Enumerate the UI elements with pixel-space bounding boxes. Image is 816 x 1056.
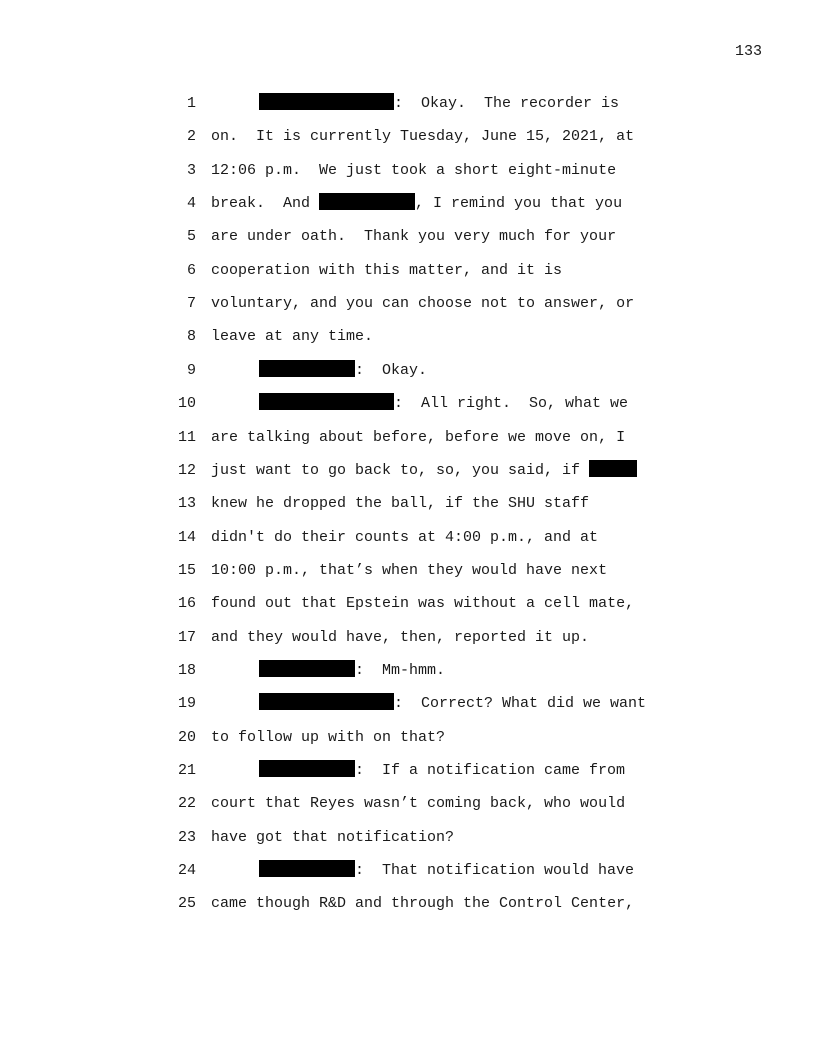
line-text xyxy=(211,726,445,750)
line-text xyxy=(259,659,445,683)
transcript-line xyxy=(0,659,816,683)
line-text-segment: court that Reyes wasn’t coming back, who would xyxy=(211,795,626,813)
line-text xyxy=(211,325,373,349)
line-text xyxy=(259,392,628,416)
line-number: 12 xyxy=(177,461,196,479)
line-text xyxy=(211,426,625,450)
redaction-box xyxy=(259,693,394,710)
line-number: 8 xyxy=(186,328,196,346)
line-number: 14 xyxy=(177,528,196,546)
line-text xyxy=(211,559,607,583)
line-text xyxy=(211,626,589,650)
line-text-segment: : All right. So, what we xyxy=(394,395,629,413)
line-text-segment: : Okay. The recorder is xyxy=(394,95,620,112)
line-number: 22 xyxy=(177,795,196,813)
line-text xyxy=(211,459,637,483)
line-text xyxy=(259,359,427,383)
line-text xyxy=(259,92,619,116)
line-text xyxy=(211,526,598,550)
line-number: 17 xyxy=(177,628,196,646)
transcript-line xyxy=(0,125,816,149)
line-text-segment: have got that notification? xyxy=(211,828,455,846)
line-text-segment: and they would have, then, reported it up. xyxy=(211,628,590,646)
transcript-line xyxy=(0,492,816,516)
line-text-segment: knew he dropped the ball, if the SHU staff xyxy=(211,495,590,513)
transcript-line xyxy=(0,626,816,650)
line-text-segment: to follow up with on that? xyxy=(211,728,446,746)
line-text-segment: voluntary, and you can choose not to answer, or xyxy=(211,295,635,313)
transcript-line xyxy=(0,892,816,916)
transcript-line xyxy=(0,726,816,750)
line-number: 16 xyxy=(177,595,196,613)
line-text-segment: 10:00 p.m., that’s when they would have next xyxy=(211,561,608,579)
transcript-line xyxy=(0,859,816,883)
transcript-line xyxy=(0,559,816,583)
line-text-segment: on. It is currently Tuesday, June 15, 2021, at xyxy=(211,128,635,146)
transcript-line xyxy=(0,592,816,616)
line-number: 7 xyxy=(186,295,196,313)
line-text xyxy=(211,792,625,816)
line-number: 18 xyxy=(177,661,196,679)
transcript-line xyxy=(0,392,816,416)
line-text-segment: 12:06 p.m. We just took a short eight-minute xyxy=(211,161,617,179)
line-text xyxy=(211,826,454,850)
line-number: 4 xyxy=(186,195,196,213)
line-number: 5 xyxy=(186,228,196,246)
line-text xyxy=(211,225,616,249)
line-text-segment: found out that Epstein was without a cell mate, xyxy=(211,595,635,613)
line-text-segment: break. And xyxy=(211,195,320,213)
line-number: 10 xyxy=(177,395,196,413)
line-number: 25 xyxy=(177,895,196,913)
line-text-segment: : Okay. xyxy=(355,361,428,379)
line-text-segment: are under oath. Thank you very much for your xyxy=(211,228,617,246)
line-text xyxy=(259,859,634,883)
line-text-segment: cooperation with this matter, and it is xyxy=(211,261,563,279)
line-text xyxy=(259,759,625,783)
transcript-line xyxy=(0,225,816,249)
line-text xyxy=(211,125,634,149)
page-number: 133 xyxy=(734,43,762,60)
line-number: 13 xyxy=(177,495,196,513)
line-number: 9 xyxy=(186,361,196,379)
redaction-box xyxy=(319,193,415,210)
line-text xyxy=(211,159,616,183)
line-text xyxy=(211,892,634,916)
line-text-segment: didn't do their counts at 4:00 p.m., and at xyxy=(211,528,599,546)
line-text xyxy=(211,492,589,516)
line-text-segment: : Mm-hmm. xyxy=(355,661,446,679)
transcript-line xyxy=(0,292,816,316)
redaction-box xyxy=(259,393,394,410)
line-text xyxy=(211,592,634,616)
redaction-box xyxy=(259,360,355,377)
line-text xyxy=(259,692,646,716)
redaction-box xyxy=(259,860,355,877)
transcript-line xyxy=(0,325,816,349)
redaction-box xyxy=(259,660,355,677)
line-text xyxy=(211,192,622,216)
redaction-box xyxy=(589,460,637,477)
line-number: 6 xyxy=(186,261,196,279)
line-text-segment: : Correct? What did we want xyxy=(394,695,647,713)
line-number: 15 xyxy=(177,561,196,579)
line-number: 20 xyxy=(177,728,196,746)
line-text xyxy=(211,259,562,283)
transcript-line xyxy=(0,826,816,850)
line-text-segment: are talking about before, before we move on, I xyxy=(211,428,626,446)
line-number: 2 xyxy=(186,128,196,146)
transcript-line xyxy=(0,459,816,483)
transcript-line xyxy=(0,159,816,183)
transcript-line xyxy=(0,526,816,550)
line-number: 24 xyxy=(177,862,196,880)
line-text-segment: : That notification would have xyxy=(355,862,635,880)
line-number: 1 xyxy=(186,95,196,112)
line-number: 23 xyxy=(177,828,196,846)
transcript-line xyxy=(0,692,816,716)
transcript-line xyxy=(0,92,816,116)
line-number: 19 xyxy=(177,695,196,713)
redaction-box xyxy=(259,93,394,110)
transcript-line xyxy=(0,426,816,450)
redaction-box xyxy=(259,760,355,777)
line-text-segment: leave at any time. xyxy=(211,328,374,346)
line-number: 11 xyxy=(177,428,196,446)
line-number: 21 xyxy=(177,762,196,779)
transcript-line xyxy=(0,759,816,783)
transcript-line xyxy=(0,192,816,216)
line-text xyxy=(211,292,634,316)
line-text-segment: just want to go back to, so, you said, if xyxy=(211,461,590,479)
line-text-segment: came though R&D and through the Control Center, xyxy=(211,895,635,913)
transcript-line xyxy=(0,259,816,283)
transcript-line xyxy=(0,359,816,383)
line-text-segment: , I remind you that you xyxy=(415,195,623,213)
line-number: 3 xyxy=(186,161,196,179)
transcript-line xyxy=(0,792,816,816)
line-text-segment: : If a notification came from xyxy=(355,762,626,779)
